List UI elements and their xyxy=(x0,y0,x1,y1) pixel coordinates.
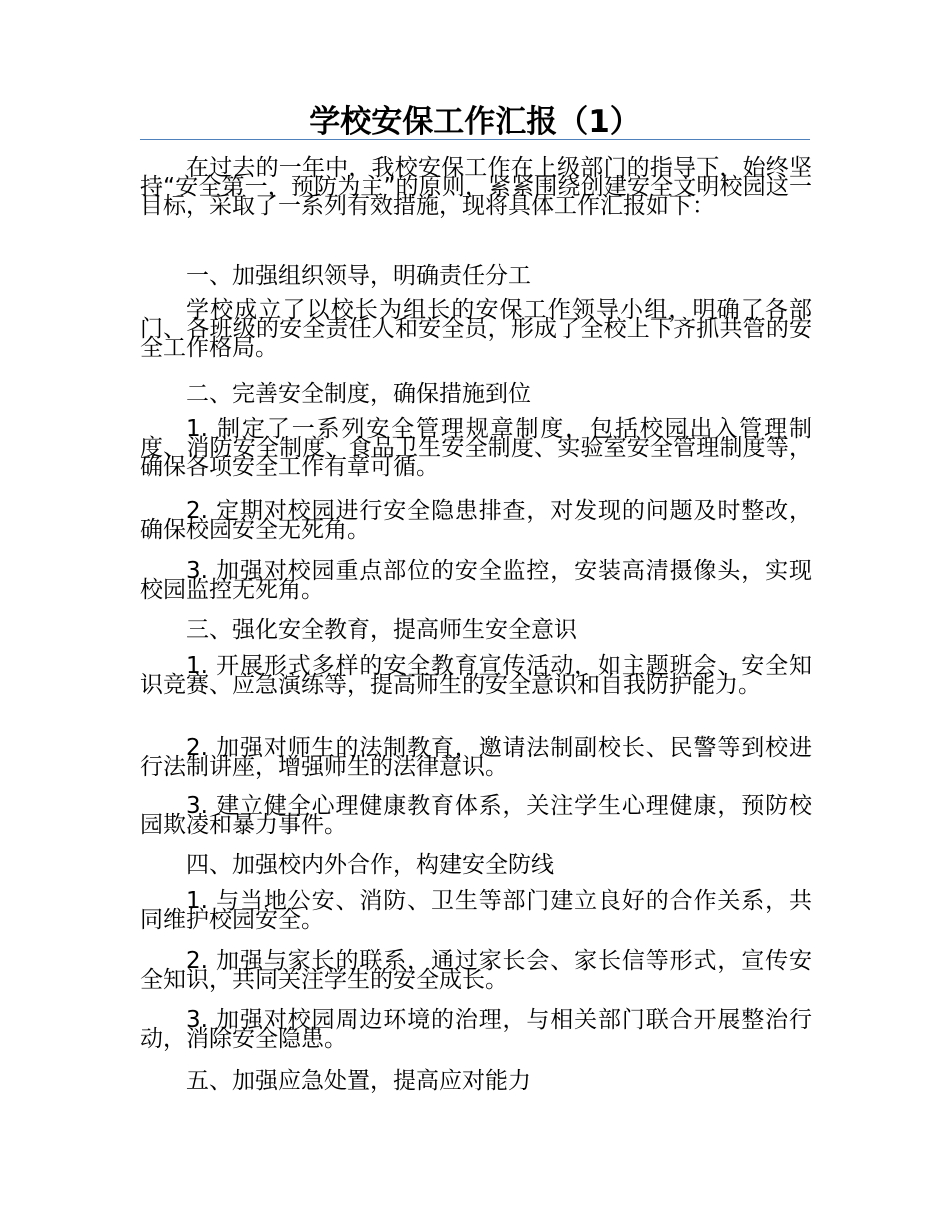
section-2-item-3: 3. 加强对校园重点部位的安全监控，安装高清摄像头，实现校园监控无死角。 xyxy=(140,558,812,603)
section-4-item-3: 3. 加强对校园周边环境的治理，与相关部门联合开展整治行动，消除安全隐患。 xyxy=(140,1007,812,1052)
section-heading-5: 五、加强应急处置，提高应对能力 xyxy=(186,1068,531,1094)
section-4-item-2: 2. 加强与家长的联系，通过家长会、家长信等形式，宣传安全知识，共同关注学生的安全成长。 xyxy=(140,948,812,993)
section-heading-3: 三、强化安全教育，提高师生安全意识 xyxy=(186,617,577,643)
section-2-item-2: 2. 定期对校园进行安全隐患排查，对发现的问题及时整改，确保校园安全无死角。 xyxy=(140,498,812,543)
section-1-paragraph: 学校成立了以校长为组长的安保工作领导小组，明确了各部门、各班级的安全责任人和安全员，形成了全校上下齐抓共管的安全工作格局。 xyxy=(140,297,812,361)
section-3-item-3: 3. 建立健全心理健康教育体系，关注学生心理健康，预防校园欺凌和暴力事件。 xyxy=(140,793,812,838)
document-title: 学校安保工作汇报（1） xyxy=(309,104,641,140)
section-3-item-1: 1. 开展形式多样的安全教育宣传活动，如主题班会、安全知识竞赛、应急演练等，提高师生的安全意识和自我防护能力。 xyxy=(140,653,812,698)
section-2-item-1: 1. 制定了一系列安全管理规章制度，包括校园出入管理制度、消防安全制度、食品卫生安全制度、实验室安全管理制度等，确保各项安全工作有章可循。 xyxy=(140,416,812,480)
section-3-item-2: 2. 加强对师生的法制教育，邀请法制副校长、民警等到校进行法制讲座，增强师生的法律意识。 xyxy=(140,735,812,780)
section-heading-1: 一、加强组织领导，明确责任分工 xyxy=(186,263,531,289)
section-heading-4: 四、加强校内外合作，构建安全防线 xyxy=(186,852,554,878)
section-heading-2: 二、完善安全制度，确保措施到位 xyxy=(186,381,531,407)
section-4-item-1: 1. 与当地公安、消防、卫生等部门建立良好的合作关系，共同维护校园安全。 xyxy=(140,888,812,933)
title-underline xyxy=(140,139,810,140)
intro-paragraph: 在过去的一年中，我校安保工作在上级部门的指导下，始终坚持“安全第一，预防为主”的原则，紧紧围绕创建安全文明校园这一目标，采取了一系列有效措施，现将具体工作汇报如下： xyxy=(140,155,812,219)
